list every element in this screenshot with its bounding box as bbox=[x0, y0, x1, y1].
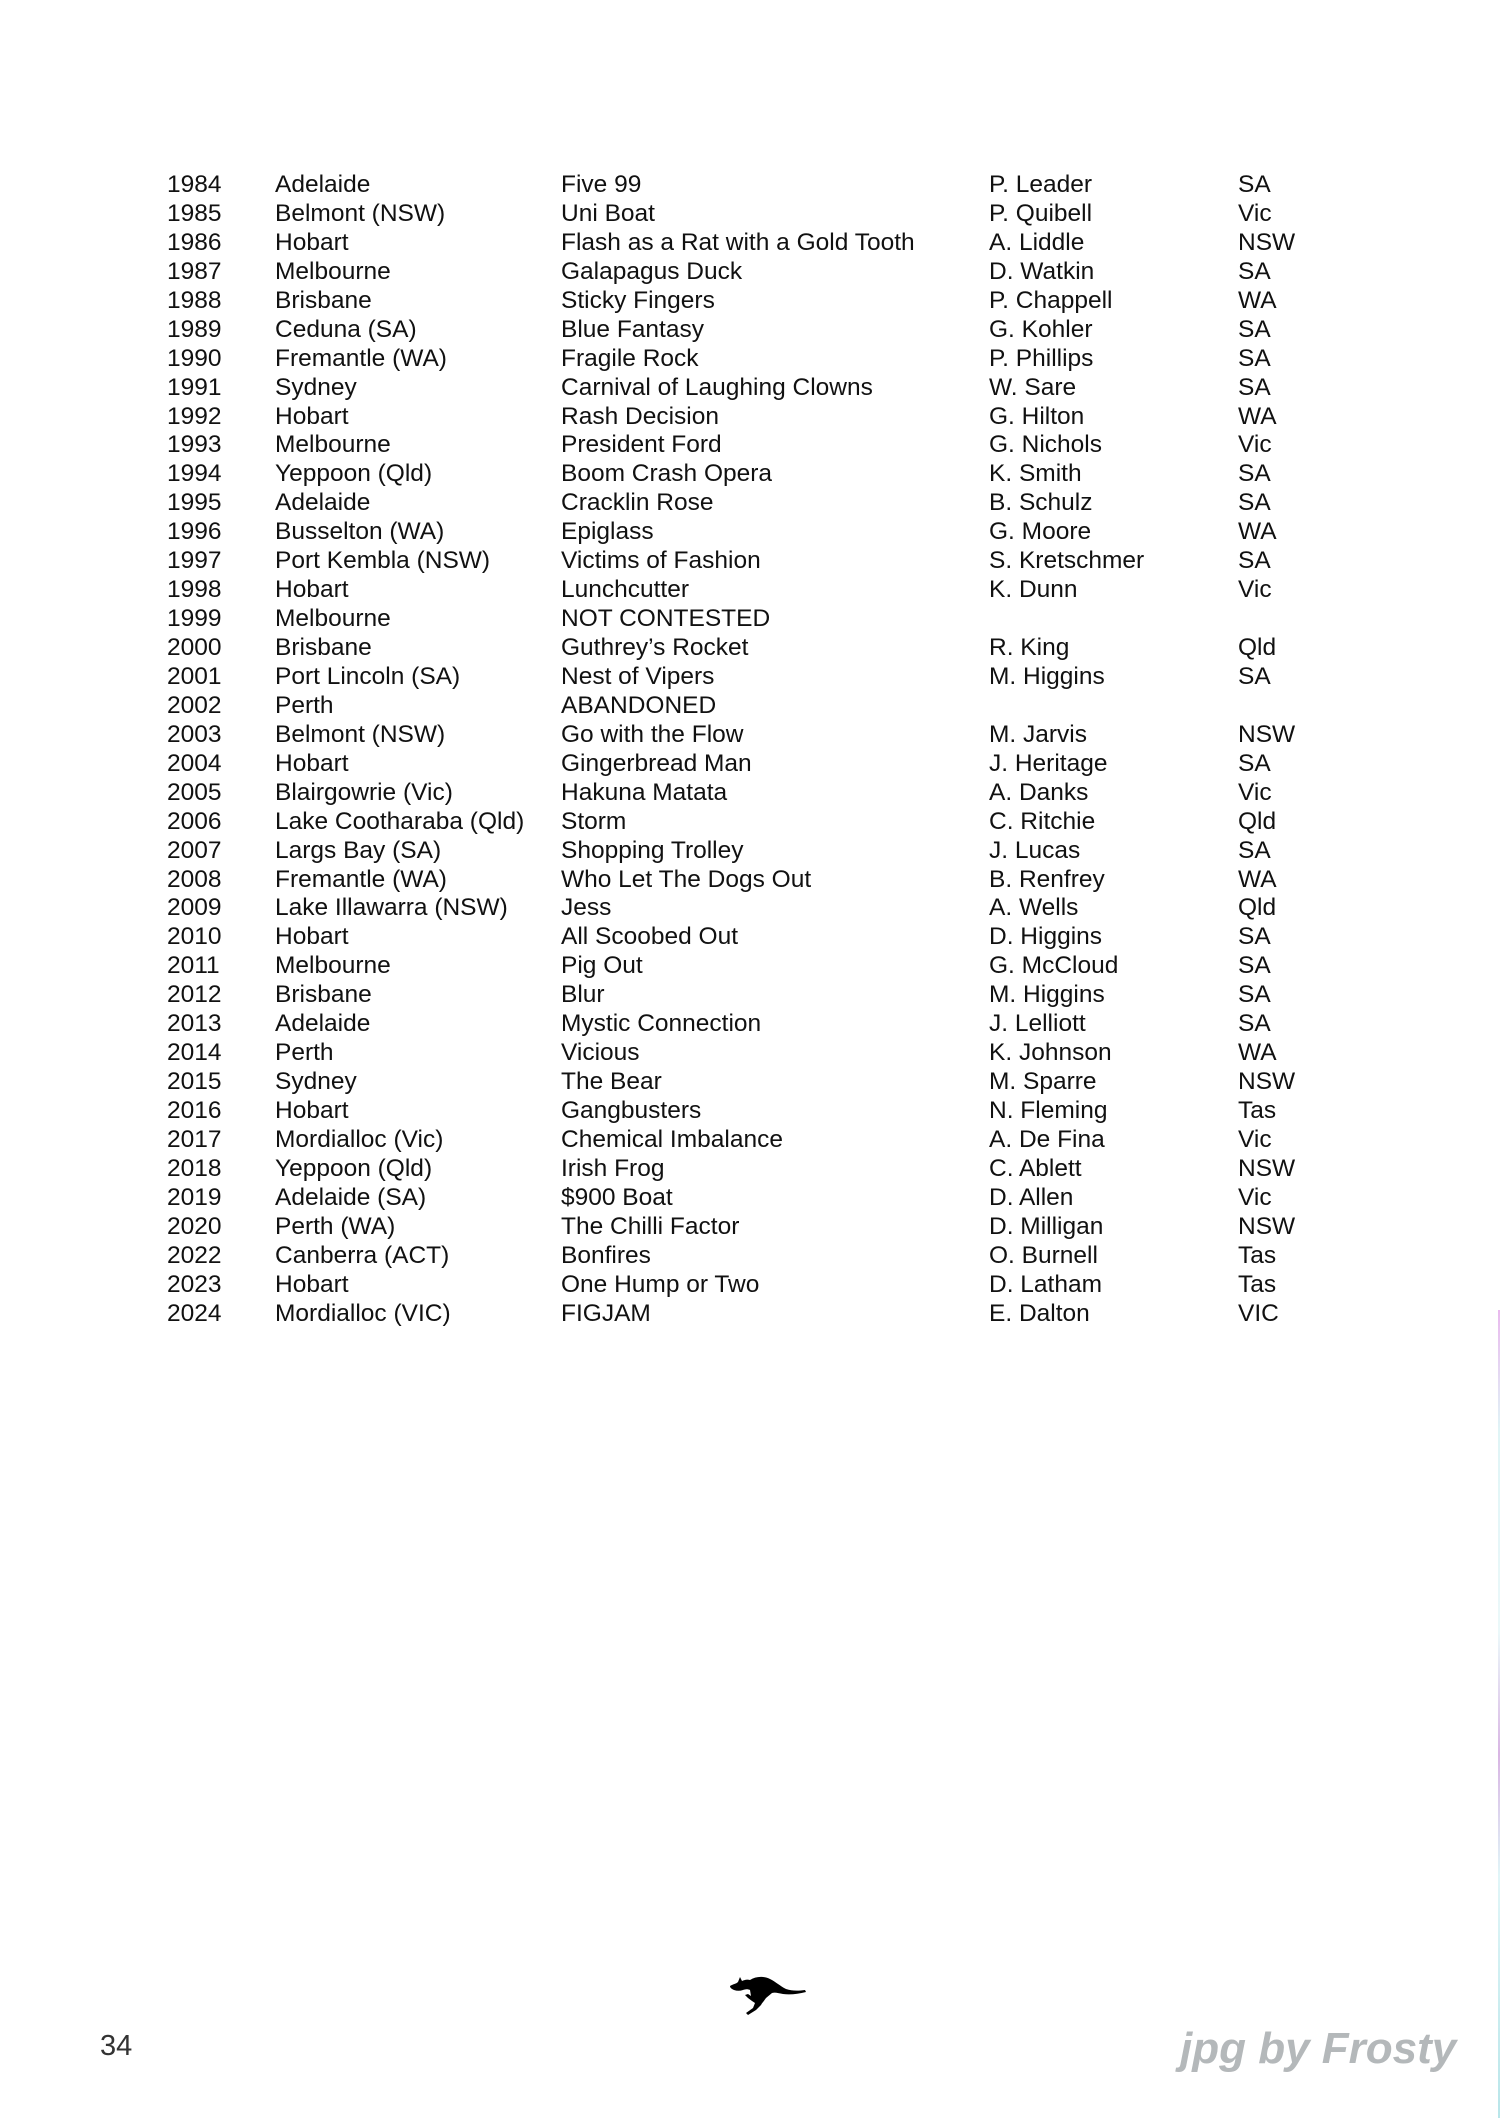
location-cell: Fremantle (WA) bbox=[275, 865, 447, 893]
location-cell: Fremantle (WA) bbox=[275, 344, 447, 372]
boat-cell: Mystic Connection bbox=[561, 1010, 762, 1038]
location-cell: Canberra (ACT) bbox=[275, 1241, 450, 1269]
location-cell: Yeppoon (Qld) bbox=[275, 1154, 433, 1182]
year-cell: 2007 bbox=[167, 836, 222, 864]
skipper-cell: J. Lelliott bbox=[989, 1010, 1086, 1038]
table-row bbox=[0, 258, 1500, 287]
skipper-cell: C. Ablett bbox=[989, 1154, 1082, 1182]
boat-cell: $900 Boat bbox=[561, 1183, 673, 1211]
location-cell: Hobart bbox=[275, 228, 349, 256]
table-row bbox=[0, 1184, 1500, 1213]
table-row bbox=[0, 1300, 1500, 1329]
boat-cell: Blue Fantasy bbox=[561, 315, 704, 343]
year-cell: 2005 bbox=[167, 778, 222, 806]
state-cell: Qld bbox=[1238, 894, 1277, 922]
state-cell: SA bbox=[1238, 460, 1271, 488]
table-row bbox=[0, 576, 1500, 605]
year-cell: 1991 bbox=[167, 373, 222, 401]
boat-cell: ABANDONED bbox=[561, 691, 717, 719]
location-cell: Adelaide (SA) bbox=[275, 1183, 427, 1211]
boat-cell: Who Let The Dogs Out bbox=[561, 865, 812, 893]
table-row bbox=[0, 229, 1500, 258]
table-row bbox=[0, 1213, 1500, 1242]
skipper-cell: A. De Fina bbox=[989, 1125, 1105, 1153]
boat-cell: Pig Out bbox=[561, 952, 643, 980]
table-row bbox=[0, 981, 1500, 1010]
skipper-cell: K. Dunn bbox=[989, 576, 1078, 604]
location-cell: Port Kembla (NSW) bbox=[275, 547, 491, 575]
kangaroo-icon bbox=[728, 1968, 808, 2020]
location-cell: Belmont (NSW) bbox=[275, 199, 446, 227]
boat-cell: Vicious bbox=[561, 1039, 640, 1067]
state-cell: Vic bbox=[1238, 778, 1272, 806]
year-cell: 2006 bbox=[167, 807, 222, 835]
location-cell: Hobart bbox=[275, 576, 349, 604]
skipper-cell: G. Moore bbox=[989, 518, 1092, 546]
year-cell: 1997 bbox=[167, 547, 222, 575]
state-cell: WA bbox=[1238, 1039, 1277, 1067]
skipper-cell: P. Phillips bbox=[989, 344, 1094, 372]
year-cell: 1988 bbox=[167, 286, 222, 314]
year-cell: 2024 bbox=[167, 1299, 222, 1327]
table-row bbox=[0, 374, 1500, 403]
state-cell: SA bbox=[1238, 257, 1271, 285]
skipper-cell: M. Higgins bbox=[989, 981, 1105, 1009]
year-cell: 2010 bbox=[167, 923, 222, 951]
location-cell: Lake Illawarra (NSW) bbox=[275, 894, 508, 922]
state-cell: SA bbox=[1238, 662, 1271, 690]
table-row bbox=[0, 403, 1500, 432]
year-cell: 2016 bbox=[167, 1097, 222, 1124]
skipper-cell: P. Chappell bbox=[989, 286, 1113, 314]
results-table bbox=[0, 171, 1500, 1329]
table-row bbox=[0, 952, 1500, 981]
boat-cell: Flash as a Rat with a Gold Tooth bbox=[561, 228, 915, 256]
location-cell: Hobart bbox=[275, 1097, 349, 1124]
skipper-cell: N. Fleming bbox=[989, 1097, 1108, 1124]
location-cell: Yeppoon (Qld) bbox=[275, 460, 433, 488]
boat-cell: Sticky Fingers bbox=[561, 286, 715, 314]
state-cell: NSW bbox=[1238, 1212, 1296, 1240]
location-cell: Brisbane bbox=[275, 981, 372, 1009]
boat-cell: Cracklin Rose bbox=[561, 489, 714, 517]
table-row bbox=[0, 1242, 1500, 1271]
boat-cell: Five 99 bbox=[561, 171, 642, 198]
location-cell: Ceduna (SA) bbox=[275, 315, 417, 343]
boat-cell: Gingerbread Man bbox=[561, 749, 752, 777]
table-row bbox=[0, 779, 1500, 808]
location-cell: Melbourne bbox=[275, 431, 391, 459]
location-cell: Adelaide bbox=[275, 1010, 371, 1038]
state-cell: WA bbox=[1238, 865, 1277, 893]
table-row bbox=[0, 1155, 1500, 1184]
skipper-cell: G. McCloud bbox=[989, 952, 1119, 980]
boat-cell: Blur bbox=[561, 981, 605, 1009]
boat-cell: Storm bbox=[561, 807, 627, 835]
year-cell: 2011 bbox=[167, 952, 220, 980]
location-cell: Largs Bay (SA) bbox=[275, 836, 442, 864]
boat-cell: One Hump or Two bbox=[561, 1270, 760, 1298]
location-cell: Sydney bbox=[275, 1068, 357, 1096]
skipper-cell: G. Hilton bbox=[989, 402, 1085, 430]
location-cell: Melbourne bbox=[275, 952, 391, 980]
location-cell: Perth bbox=[275, 1039, 334, 1067]
year-cell: 2023 bbox=[167, 1270, 222, 1298]
table-row bbox=[0, 460, 1500, 489]
boat-cell: Boom Crash Opera bbox=[561, 460, 773, 488]
table-row bbox=[0, 200, 1500, 229]
table-row bbox=[0, 1068, 1500, 1097]
table-row bbox=[0, 634, 1500, 663]
state-cell: SA bbox=[1238, 1010, 1271, 1038]
year-cell: 2018 bbox=[167, 1154, 222, 1182]
table-row bbox=[0, 518, 1500, 547]
skipper-cell: P. Quibell bbox=[989, 199, 1093, 227]
boat-cell: Carnival of Laughing Clowns bbox=[561, 373, 873, 401]
year-cell: 2014 bbox=[167, 1039, 222, 1067]
skipper-cell: M. Higgins bbox=[989, 662, 1105, 690]
table-row bbox=[0, 692, 1500, 721]
state-cell: SA bbox=[1238, 547, 1271, 575]
table-row bbox=[0, 721, 1500, 750]
location-cell: Belmont (NSW) bbox=[275, 720, 446, 748]
location-cell: Port Lincoln (SA) bbox=[275, 662, 461, 690]
table-row bbox=[0, 1097, 1500, 1126]
year-cell: 1989 bbox=[167, 315, 222, 343]
page-number: 34 bbox=[100, 2030, 133, 2062]
boat-cell: Victims of Fashion bbox=[561, 547, 761, 575]
state-cell: Tas bbox=[1238, 1270, 1277, 1298]
year-cell: 1998 bbox=[167, 576, 222, 604]
table-row bbox=[0, 547, 1500, 576]
boat-cell: The Bear bbox=[561, 1068, 662, 1096]
state-cell: Vic bbox=[1238, 1183, 1272, 1211]
state-cell: Qld bbox=[1238, 807, 1277, 835]
state-cell: SA bbox=[1238, 923, 1271, 951]
state-cell: SA bbox=[1238, 315, 1271, 343]
table-row bbox=[0, 171, 1500, 200]
location-cell: Sydney bbox=[275, 373, 357, 401]
year-cell: 1986 bbox=[167, 228, 222, 256]
table-row bbox=[0, 1126, 1500, 1155]
table-row bbox=[0, 605, 1500, 634]
year-cell: 2022 bbox=[167, 1241, 222, 1269]
skipper-cell: M. Sparre bbox=[989, 1068, 1097, 1096]
year-cell: 1994 bbox=[167, 460, 222, 488]
skipper-cell: D. Watkin bbox=[989, 257, 1095, 285]
year-cell: 2019 bbox=[167, 1183, 222, 1211]
skipper-cell: B. Renfrey bbox=[989, 865, 1105, 893]
year-cell: 1984 bbox=[167, 171, 222, 198]
state-cell: NSW bbox=[1238, 228, 1296, 256]
location-cell: Melbourne bbox=[275, 605, 391, 633]
location-cell: Hobart bbox=[275, 402, 349, 430]
skipper-cell: E. Dalton bbox=[989, 1299, 1090, 1327]
boat-cell: Bonfires bbox=[561, 1241, 651, 1269]
location-cell: Brisbane bbox=[275, 634, 372, 661]
year-cell: 1999 bbox=[167, 605, 222, 633]
year-cell: 1985 bbox=[167, 199, 222, 227]
year-cell: 2020 bbox=[167, 1212, 222, 1240]
year-cell: 2017 bbox=[167, 1125, 222, 1153]
table-row bbox=[0, 1271, 1500, 1300]
year-cell: 2001 bbox=[167, 662, 222, 690]
skipper-cell: G. Kohler bbox=[989, 315, 1093, 343]
table-row bbox=[0, 866, 1500, 895]
state-cell: WA bbox=[1238, 286, 1277, 314]
location-cell: Perth bbox=[275, 691, 334, 719]
year-cell: 2012 bbox=[167, 981, 222, 1009]
state-cell: Tas bbox=[1238, 1241, 1277, 1269]
location-cell: Mordialloc (VIC) bbox=[275, 1299, 451, 1327]
state-cell: Vic bbox=[1238, 199, 1272, 227]
skipper-cell: S. Kretschmer bbox=[989, 547, 1145, 575]
location-cell: Lake Cootharaba (Qld) bbox=[275, 807, 525, 835]
skipper-cell: B. Schulz bbox=[989, 489, 1093, 517]
location-cell: Adelaide bbox=[275, 171, 371, 198]
boat-cell: Hakuna Matata bbox=[561, 778, 728, 806]
boat-cell: Guthrey’s Rocket bbox=[561, 634, 749, 661]
state-cell: NSW bbox=[1238, 1154, 1296, 1182]
table-row bbox=[0, 808, 1500, 837]
skipper-cell: D. Latham bbox=[989, 1270, 1103, 1298]
state-cell: SA bbox=[1238, 981, 1271, 1009]
state-cell: SA bbox=[1238, 171, 1271, 198]
skipper-cell: K. Johnson bbox=[989, 1039, 1112, 1067]
boat-cell: Uni Boat bbox=[561, 199, 655, 227]
skipper-cell: K. Smith bbox=[989, 460, 1082, 488]
location-cell: Hobart bbox=[275, 923, 349, 951]
year-cell: 1993 bbox=[167, 431, 222, 459]
state-cell: Tas bbox=[1238, 1097, 1277, 1124]
skipper-cell: A. Wells bbox=[989, 894, 1079, 922]
state-cell: WA bbox=[1238, 402, 1277, 430]
skipper-cell: W. Sare bbox=[989, 373, 1077, 401]
location-cell: Hobart bbox=[275, 1270, 349, 1298]
state-cell: Vic bbox=[1238, 431, 1272, 459]
year-cell: 2008 bbox=[167, 865, 222, 893]
location-cell: Brisbane bbox=[275, 286, 372, 314]
table-row bbox=[0, 287, 1500, 316]
state-cell: NSW bbox=[1238, 1068, 1296, 1096]
table-row bbox=[0, 923, 1500, 952]
boat-cell: Shopping Trolley bbox=[561, 836, 744, 864]
skipper-cell: A. Liddle bbox=[989, 228, 1085, 256]
boat-cell: FIGJAM bbox=[561, 1299, 651, 1327]
year-cell: 2003 bbox=[167, 720, 222, 748]
year-cell: 1987 bbox=[167, 257, 222, 285]
skipper-cell: C. Ritchie bbox=[989, 807, 1096, 835]
table-row bbox=[0, 489, 1500, 518]
boat-cell: Jess bbox=[561, 894, 612, 922]
location-cell: Melbourne bbox=[275, 257, 391, 285]
year-cell: 2000 bbox=[167, 634, 222, 661]
boat-cell: Rash Decision bbox=[561, 402, 719, 430]
table-row bbox=[0, 837, 1500, 866]
boat-cell: NOT CONTESTED bbox=[561, 605, 771, 633]
state-cell: Vic bbox=[1238, 576, 1272, 604]
skipper-cell: D. Allen bbox=[989, 1183, 1074, 1211]
skipper-cell: J. Heritage bbox=[989, 749, 1108, 777]
year-cell: 1996 bbox=[167, 518, 222, 546]
state-cell: SA bbox=[1238, 836, 1271, 864]
boat-cell: The Chilli Factor bbox=[561, 1212, 740, 1240]
state-cell: WA bbox=[1238, 518, 1277, 546]
year-cell: 1995 bbox=[167, 489, 222, 517]
location-cell: Perth (WA) bbox=[275, 1212, 396, 1240]
boat-cell: Go with the Flow bbox=[561, 720, 744, 748]
boat-cell: Gangbusters bbox=[561, 1097, 702, 1124]
state-cell: SA bbox=[1238, 489, 1271, 517]
boat-cell: Chemical Imbalance bbox=[561, 1125, 783, 1153]
location-cell: Hobart bbox=[275, 749, 349, 777]
year-cell: 2009 bbox=[167, 894, 222, 922]
year-cell: 1990 bbox=[167, 344, 222, 372]
year-cell: 2015 bbox=[167, 1068, 222, 1096]
table-row bbox=[0, 894, 1500, 923]
boat-cell: Fragile Rock bbox=[561, 344, 699, 372]
location-cell: Busselton (WA) bbox=[275, 518, 445, 546]
boat-cell: All Scoobed Out bbox=[561, 923, 739, 951]
skipper-cell: M. Jarvis bbox=[989, 720, 1087, 748]
table-row bbox=[0, 431, 1500, 460]
watermark: jpg by Frosty bbox=[1180, 2024, 1457, 2073]
year-cell: 2002 bbox=[167, 691, 222, 719]
boat-cell: Galapagus Duck bbox=[561, 257, 743, 285]
state-cell: SA bbox=[1238, 749, 1271, 777]
location-cell: Blairgowrie (Vic) bbox=[275, 778, 453, 806]
state-cell: SA bbox=[1238, 952, 1271, 980]
boat-cell: Nest of Vipers bbox=[561, 662, 715, 690]
year-cell: 2013 bbox=[167, 1010, 222, 1038]
location-cell: Adelaide bbox=[275, 489, 371, 517]
skipper-cell: P. Leader bbox=[989, 171, 1093, 198]
table-row bbox=[0, 750, 1500, 779]
state-cell: VIC bbox=[1238, 1299, 1279, 1327]
location-cell: Mordialloc (Vic) bbox=[275, 1125, 444, 1153]
skipper-cell: D. Higgins bbox=[989, 923, 1103, 951]
state-cell: Vic bbox=[1238, 1125, 1272, 1153]
year-cell: 2004 bbox=[167, 749, 222, 777]
state-cell: Qld bbox=[1238, 634, 1277, 661]
state-cell: SA bbox=[1238, 344, 1271, 372]
table-row bbox=[0, 663, 1500, 692]
table-row bbox=[0, 316, 1500, 345]
boat-cell: President Ford bbox=[561, 431, 722, 459]
skipper-cell: J. Lucas bbox=[989, 836, 1081, 864]
table-row bbox=[0, 345, 1500, 374]
state-cell: NSW bbox=[1238, 720, 1296, 748]
skipper-cell: O. Burnell bbox=[989, 1241, 1098, 1269]
year-cell: 1992 bbox=[167, 402, 222, 430]
boat-cell: Irish Frog bbox=[561, 1154, 665, 1182]
state-cell: SA bbox=[1238, 373, 1271, 401]
skipper-cell: G. Nichols bbox=[989, 431, 1103, 459]
skipper-cell: A. Danks bbox=[989, 778, 1089, 806]
boat-cell: Lunchcutter bbox=[561, 576, 690, 604]
table-row bbox=[0, 1039, 1500, 1068]
skipper-cell: R. King bbox=[989, 634, 1070, 661]
boat-cell: Epiglass bbox=[561, 518, 654, 546]
skipper-cell: D. Milligan bbox=[989, 1212, 1104, 1240]
table-row bbox=[0, 1010, 1500, 1039]
